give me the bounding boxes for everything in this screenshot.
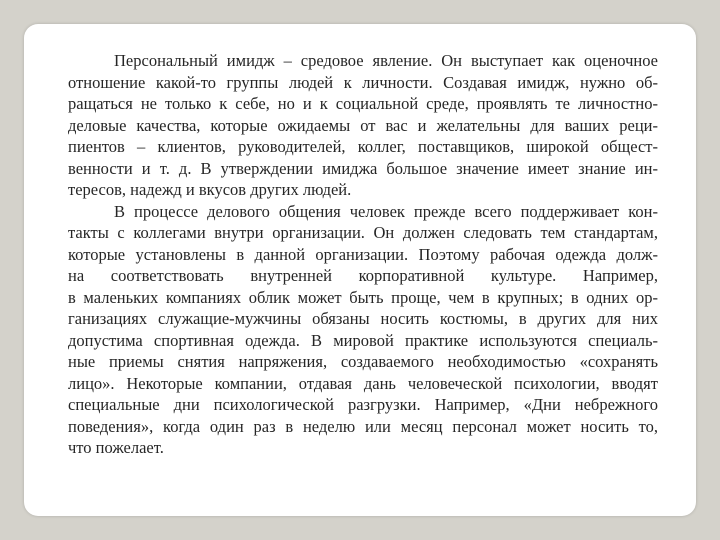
text-line: пиентов – клиентов, руководителей, коллег, поставщиков, широкой общест-: [68, 137, 658, 156]
text-line: тересов, надежд и вкусов других людей.: [68, 180, 352, 199]
text-line: поведения», когда один раз в неделю или месяц персонал может носить то,: [68, 416, 658, 436]
paragraph-1: [68, 50, 658, 201]
text-line: которые установлены в данной организации. Поэтому рабочая одежда долж-: [68, 244, 658, 264]
paragraph-2: [68, 201, 658, 459]
text-line: что пожелает.: [68, 438, 164, 457]
text-line: ращаться не только к себе, но и к социальной среде, проявлять те личностно-: [68, 94, 658, 113]
text-line: допустима спортивная одежда. В мировой практике используются специаль-: [68, 330, 658, 350]
text-line: В процессе делового общения человек прежде всего поддерживает кон-: [114, 201, 658, 221]
text-line: лицо». Некоторые компании, отдавая дань человеческой психологии, вводят: [68, 373, 658, 393]
document-body: [68, 50, 658, 459]
text-line: Персональный имидж – средовое явление. Он выступает как оценочное: [114, 51, 658, 70]
text-line: такты с коллегами внутри организации. Он должен следовать тем стандартам,: [68, 223, 658, 242]
text-line: отношение какой-то группы людей к личности. Создавая имидж, нужно об-: [68, 72, 658, 92]
text-line: ганизациях служащие-мужчины обязаны носить костюмы, в других для них: [68, 309, 658, 328]
text-line: специальные дни психологической разгрузки. Например, «Дни небрежного: [68, 395, 658, 414]
text-line: деловые качества, которые ожидаемы от вас и желательны для ваших реци-: [68, 115, 658, 135]
text-line: в маленьких компаниях облик может быть проще, чем в крупных; в одних ор-: [68, 287, 658, 307]
text-line: ные приемы снятия напряжения, создаваемого необходимостью «сохранять: [68, 352, 658, 371]
text-line: венности и т. д. В утверждении имиджа большое значение имеет знание ин-: [68, 158, 658, 178]
text-line: на соответствовать внутренней корпоративной культуре. Например,: [68, 266, 658, 285]
